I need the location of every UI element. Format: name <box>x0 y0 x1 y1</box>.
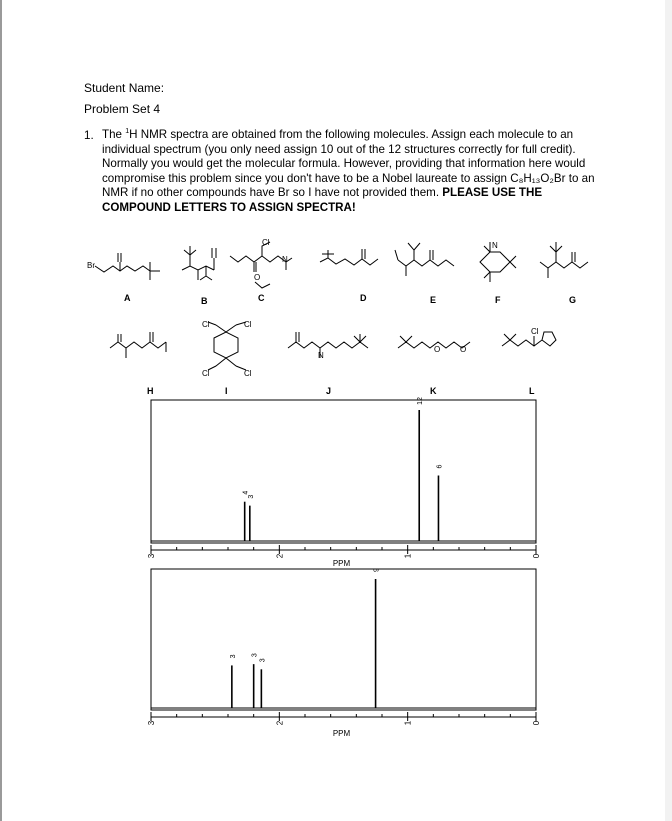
spectrum-1-tick-label: 1 <box>403 553 413 559</box>
compound-label-g: G <box>569 295 577 305</box>
spectrum-1-tick-label: 2 <box>275 553 285 559</box>
spectrum-2-tick-label: 3 <box>147 720 156 726</box>
compound-label-l: L <box>529 386 535 396</box>
compound-label-f: F <box>495 295 501 305</box>
spectrum-1-xlabel: PPM <box>332 559 351 568</box>
compound-label-e: E <box>430 295 437 305</box>
compound-label-a: A <box>124 293 131 303</box>
question-text: The $^1$H NMR spectra are obtained from the following molecules. Assign each molecule to an individual spectrum (you only need assign 10 out of the 12 structures correctly for full credit). Normally you would get the molecular formula. However, providing that information here would compromise this problem since you don't have to be a Nobel laureate to assign C₈H₁₃O₂Br to an NMR if no other compounds have Br so I have not provided them. PLEASE USE THE COMPOUND LETTERS TO ASSIGN SPECTRA! <box>102 128 595 214</box>
svg-text:Cl: Cl <box>244 369 252 378</box>
spectrum-1-peak-label: 6 <box>436 464 444 469</box>
svg-text:O: O <box>254 273 261 282</box>
svg-text:Cl: Cl <box>531 327 539 336</box>
svg-text:Cl: Cl <box>262 238 270 247</box>
svg-text:N: N <box>318 351 324 360</box>
spectrum-2-frame <box>151 569 536 710</box>
svg-text:Cl: Cl <box>202 320 210 329</box>
compound-label-i: I <box>225 386 228 396</box>
svg-text:N: N <box>492 241 498 250</box>
spectrum-2-peak-label: 3 <box>251 653 259 658</box>
spectrum-2-tick-label: 2 <box>275 720 285 726</box>
spectrum-1-frame <box>151 400 536 543</box>
spectrum-2-peak-label: 3 <box>229 654 237 659</box>
spectrum-1-peak-label: 12 <box>417 397 425 405</box>
spectrum-2-peak-label: 9 <box>373 568 381 572</box>
compound-label-b: B <box>201 296 208 306</box>
spectrum-2-tick-label: 1 <box>403 720 413 726</box>
svg-text:O: O <box>434 345 441 354</box>
spectrum-1-peak-label: 3 <box>247 494 255 499</box>
compound-label-h: H <box>147 386 154 396</box>
problem-set-title: Problem Set 4 <box>84 102 161 116</box>
svg-text:Cl: Cl <box>244 320 252 329</box>
spectrum-2-xlabel: PPM <box>332 729 351 738</box>
svg-text:Br: Br <box>87 261 95 270</box>
compound-label-c: C <box>258 293 265 303</box>
question-bold-instruction: PLEASE USE THE COMPOUND LETTERS TO ASSIGN SPECTRA! <box>102 186 543 214</box>
svg-text:N: N <box>282 255 288 264</box>
spectrum-2-peak-label: 3 <box>259 658 267 663</box>
svg-text:Cl: Cl <box>202 369 210 378</box>
compound-label-d: D <box>360 293 367 303</box>
student-name-label: Student Name: <box>84 81 165 95</box>
compound-label-k: K <box>430 386 437 396</box>
question-number: 1. <box>84 129 94 142</box>
compound-label-j: J <box>326 386 332 396</box>
spectrum-1-tick-label: 0 <box>532 553 541 559</box>
spectrum-1-peak-label: 4 <box>242 490 250 495</box>
svg-text:O: O <box>460 345 467 354</box>
spectrum-1-tick-label: 3 <box>147 553 156 559</box>
spectrum-2-tick-label: 0 <box>532 720 541 726</box>
